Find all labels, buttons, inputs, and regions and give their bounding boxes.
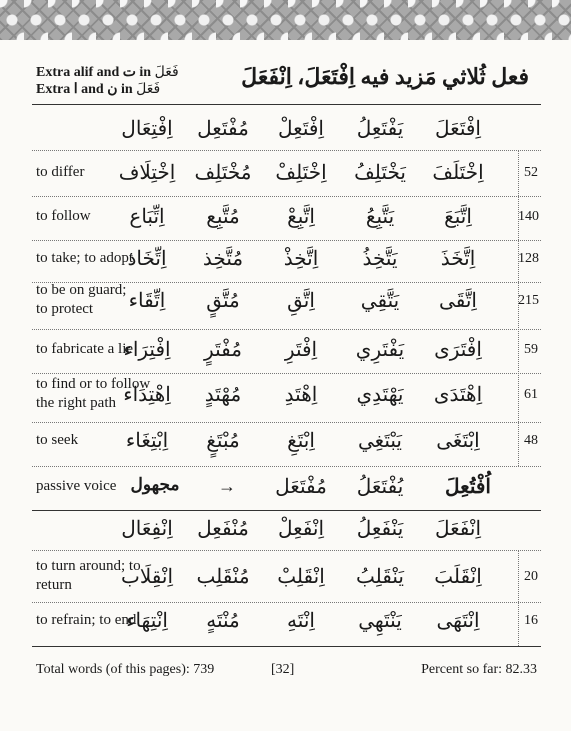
verb-form: يَتَّخِذُ [362, 248, 398, 270]
verb-form: يَبْتَغِي [358, 430, 402, 452]
total-words: Total words (of this pages): 739 [36, 662, 215, 677]
row-divider [32, 550, 541, 551]
page-number: [32] [271, 662, 295, 677]
verb-form: اِنْتَهَى [436, 610, 480, 632]
verb-form: اِتَّخَذَ [440, 248, 476, 270]
verb-form: اِتِّقَاء [128, 290, 166, 312]
header-line-1-prefix: Extra alif and [36, 65, 120, 80]
header-english [36, 64, 179, 98]
verb-meaning: to be on guard; to protect [36, 282, 127, 317]
verb-form: اِبْتَغَى [436, 430, 480, 452]
verb-form: اِهْتَدِ [284, 384, 318, 406]
occurrence-count: 128 [518, 251, 539, 266]
passive-voice-arabic-label: مجهول [130, 475, 180, 494]
header-line-1-form: فَعَلَ [154, 65, 179, 80]
verb-form: اِتِّخَاذ [127, 248, 167, 270]
passive-form: مُفْتَعَل [275, 476, 327, 498]
pattern-form: مُنْفَعِل [197, 518, 249, 540]
verb-form: مُبْتَغٍ [206, 430, 240, 452]
pattern-form: اِنْفَعَلَ [434, 518, 482, 540]
verb-form: اِهْتِدَاء [123, 384, 171, 406]
verb-form: اِبْتَغِ [287, 430, 315, 452]
verb-meaning: to fabricate a lie [36, 340, 134, 357]
verb-form: مُتَّبِع [206, 206, 240, 228]
verb-meaning: to find or to follow the right path [36, 376, 151, 411]
verb-form: اِتَّبَعَ [444, 206, 472, 228]
row-divider [32, 466, 541, 467]
row-divider [32, 422, 541, 423]
verb-form: مُخْتَلِف [194, 162, 252, 184]
verb-form: يَتَّقِي [360, 290, 400, 312]
count-column-divider [518, 550, 519, 646]
verb-form: اِهْتَدَى [433, 384, 483, 406]
verb-form: اِنْتِهَاء [126, 610, 168, 632]
row-divider [32, 196, 541, 197]
occurrence-count: 52 [524, 165, 538, 180]
passive-voice-label: passive voice [36, 478, 117, 494]
verb-form: يَخْتَلِفُ [354, 162, 406, 184]
verb-meaning: to differ [36, 163, 85, 180]
verb-meaning: to take; to adopt [36, 249, 134, 266]
verb-form: مُتَّقٍ [206, 290, 240, 312]
verb-form: اِنْقِلَاب [120, 566, 174, 588]
verb-meaning: to refrain; to end [36, 611, 137, 628]
header-line-1 [36, 64, 179, 81]
verb-meaning: to turn around; to return [36, 558, 141, 593]
verb-form: اِتِّبَاع [129, 206, 165, 228]
verb-form: اِنْقَلَبَ [434, 566, 482, 588]
header-line-1-mid: ت in [122, 65, 152, 80]
verb-form: اِبْتِغَاء [125, 430, 169, 452]
percent-so-far: Percent so far: 82.33 [421, 662, 537, 677]
verb-form: يَهْتَدِي [356, 384, 404, 406]
passive-form: اُفْتُعِلَ [445, 476, 491, 498]
rule-line [32, 104, 541, 105]
verb-form: مُنْتَهٍ [206, 610, 240, 632]
verb-form: يَتَّبِعُ [365, 206, 395, 228]
verb-form: اِنْقَلِبْ [277, 566, 325, 588]
rule-line [32, 510, 541, 511]
verb-form: اِفْتَرَى [434, 339, 482, 361]
verb-form: يَفْتَرِي [355, 339, 405, 361]
pattern-form: مُفْتَعِل [197, 118, 249, 140]
arrow-icon: → [218, 476, 236, 496]
row-divider [32, 329, 541, 330]
pattern-form: اِفْتَعِلْ [278, 118, 324, 140]
verb-form: اِتَّقِ [287, 290, 315, 312]
verb-form: يَنْتَهِي [358, 610, 402, 632]
pattern-form: اِفْتَعَلَ [435, 118, 481, 140]
occurrence-count: 215 [518, 293, 539, 308]
header-line-2-prefix: Extra [36, 82, 71, 97]
decorative-banner [0, 0, 571, 40]
verb-form: اِخْتَلِفْ [275, 162, 327, 184]
row-divider [32, 373, 541, 374]
occurrence-count: 140 [518, 209, 539, 224]
verb-form: اِنْتَهِ [287, 610, 315, 632]
verb-meaning: to seek [36, 431, 79, 448]
row-divider [32, 240, 541, 241]
verb-form: اِخْتَلَفَ [432, 162, 484, 184]
rule-line [32, 646, 541, 647]
header-line-2-mid: ا and ن in [73, 82, 133, 97]
occurrence-count: 59 [524, 342, 538, 357]
verb-form: مُهْتَدٍ [204, 384, 242, 406]
pattern-form: اِفْتِعَال [121, 118, 173, 140]
verb-form: اِتَّخِذْ [283, 248, 319, 270]
row-divider [32, 150, 541, 151]
occurrence-count: 16 [524, 613, 538, 628]
verb-form: مُتَّخِذ [202, 248, 244, 270]
pattern-form: اِنْفِعَال [121, 518, 173, 540]
verb-form: اِفْتَرِ [284, 339, 318, 361]
header-line-2-form: فَعَلَ [136, 82, 161, 97]
verb-form: اِتَّبِعْ [287, 206, 315, 228]
verb-meaning: to follow [36, 207, 91, 224]
occurrence-count: 20 [524, 569, 538, 584]
verb-form: اِفْتِرَاء [123, 339, 171, 361]
verb-form: يَنْقَلِبُ [356, 566, 404, 588]
pattern-form: يَفْتَعِلُ [356, 118, 404, 140]
pattern-form: يَنْفَعِلُ [356, 518, 404, 540]
passive-form: يُفْتَعَلُ [356, 476, 404, 498]
header-line-2 [36, 81, 179, 98]
verb-form: مُفْتَرٍ [204, 339, 242, 361]
row-divider [32, 602, 541, 603]
verb-form: اِتَّقَى [439, 290, 477, 312]
pattern-form: اِنْفَعِلْ [277, 518, 325, 540]
verb-form: اِخْتِلَاف [118, 162, 176, 184]
verb-form: مُنْقَلِب [196, 566, 250, 588]
occurrence-count: 48 [524, 433, 538, 448]
occurrence-count: 61 [524, 387, 538, 402]
arabic-title: فعل ثُلاثي مَزيد فيه اِفْتَعَلَ، اِنْفَعَلَ [241, 64, 529, 89]
